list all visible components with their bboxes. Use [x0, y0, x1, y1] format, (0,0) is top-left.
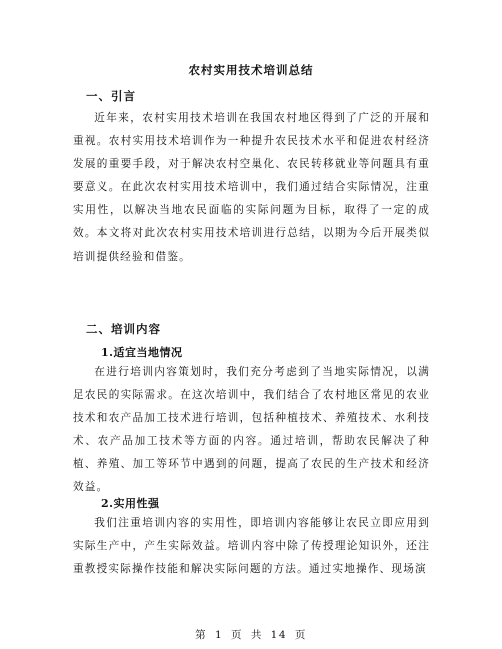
section-heading-content: 二、培训内容 [86, 322, 161, 336]
page-footer: 第 1 页 共 14 页 [195, 629, 307, 641]
subsection-heading-practical: 2.实用性强 [101, 497, 160, 510]
intro-paragraph: 近年来，农村实用技术培训在我国农村地区得到了广泛的开展和重视。农村实用技术培训作为一种提升农民技术水平和促进农村经济发展的重要手段，对于解决农村空巢化、农民转移就业等问题具有重要意义。在此次农村实用技术培训中，我们通过结合实际情况，注重实用性，以解决当地农民面临的实际问题为目标，取得了一定的成效。本文将对此次农村实用技术培训进行总结，以期为今后开展类似培训提供经验和借鉴。 [73, 112, 430, 263]
subsection-heading-local: 1.适宜当地情况 [101, 346, 183, 359]
section-heading-intro: 一、引言 [86, 89, 136, 103]
local-paragraph: 在进行培训内容策划时，我们充分考虑到了当地实际情况，以满足农民的实际需求。在这次培训中，我们结合了农村地区常见的农业技术和农产品加工技术进行培训，包括种植技术、养殖技术、水利技术、农产品加工技术等方面的内容。通过培训，帮助农民解决了种植、养殖、加工等环节中遇到的问题，提高了农民的生产技术和经济效益。 [73, 366, 430, 494]
document-title: 农村实用技术培训总结 [188, 63, 314, 77]
practical-paragraph: 我们注重培训内容的实用性，即培训内容能够让农民立即应用到实际生产中，产生实际效益。培训内容中除了传授理论知识外，还注重教授实际操作技能和解决实际问题的方法。通过实地操作、现场演 [73, 517, 430, 576]
